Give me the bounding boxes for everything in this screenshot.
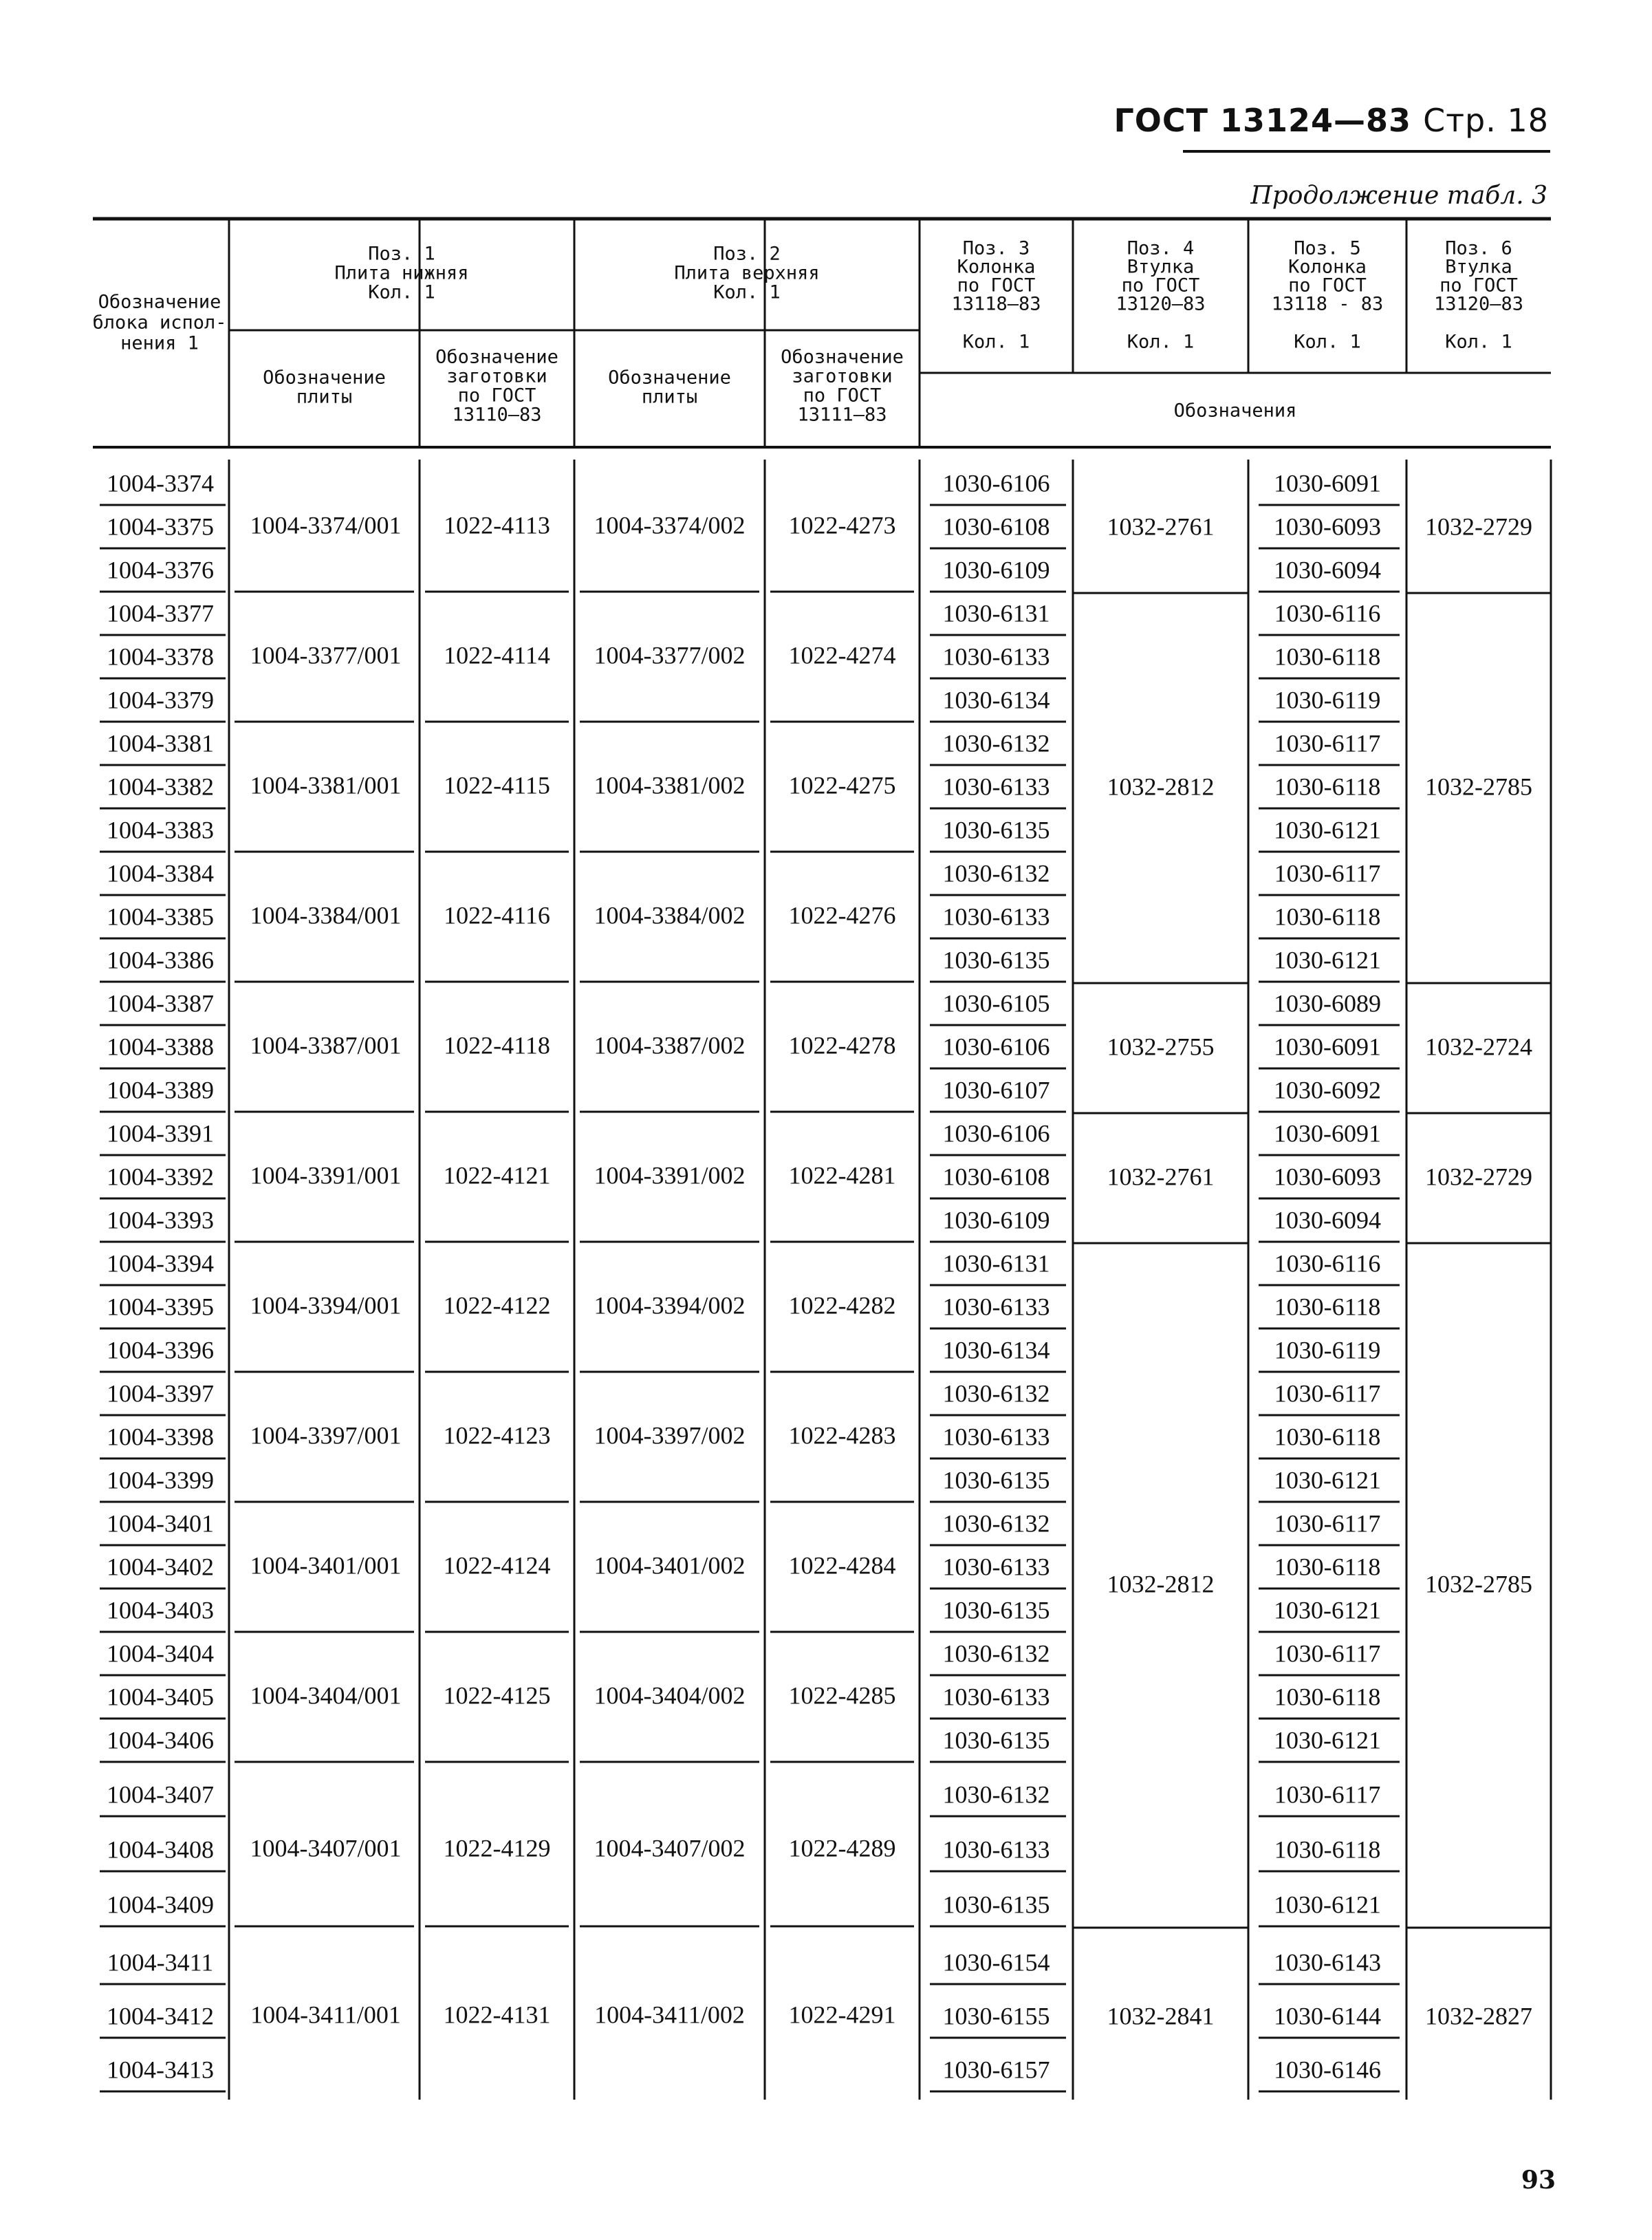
block-designation: 1004-3403 [107, 1596, 214, 1624]
column-3-designation: 1030-6134 [942, 1336, 1050, 1364]
column-3-designation: 1030-6133 [942, 1683, 1050, 1711]
column-6-designation: 1032-2785 [1425, 1570, 1532, 1598]
column-header: Обозначение [608, 367, 731, 389]
lower-plate-blank: 1022-4122 [443, 1291, 551, 1320]
column-header: Плита нижняя [334, 262, 469, 284]
column-6-designation: 1032-2724 [1425, 1033, 1532, 1061]
block-designation: 1004-3405 [107, 1683, 214, 1711]
column-5-designation: 1030-6118 [1274, 1835, 1381, 1864]
block-designation: 1004-3378 [107, 643, 214, 671]
column-header: Обозначение [263, 367, 386, 389]
column-3-designation: 1030-6135 [942, 946, 1050, 974]
column-5-designation: 1030-6118 [1274, 1293, 1381, 1321]
lower-plate-blank: 1022-4124 [443, 1551, 551, 1580]
lower-plate-designation: 1004-3377/001 [250, 641, 402, 669]
column-header: плиты [641, 386, 698, 408]
upper-plate-blank: 1022-4284 [788, 1551, 896, 1580]
lower-plate-designation: 1004-3387/001 [250, 1031, 402, 1059]
block-designation: 1004-3375 [107, 513, 214, 541]
column-5-designation: 1030-6144 [1274, 2002, 1381, 2030]
column-5-designation: 1030-6091 [1274, 469, 1381, 497]
table-continuation-label: Продолжение табл. 3 [1250, 182, 1547, 210]
lower-plate-designation: 1004-3384/001 [250, 901, 402, 929]
column-6-designation: 1032-2729 [1425, 1163, 1532, 1191]
column-3-designation: 1030-6106 [942, 1119, 1050, 1148]
column-5-designation: 1030-6117 [1274, 1509, 1381, 1538]
column-5-designation: 1030-6117 [1274, 729, 1381, 757]
column-5-designation: 1030-6121 [1274, 1891, 1381, 1919]
column-header: заготовки [446, 365, 547, 387]
column-5-designation: 1030-6118 [1274, 1553, 1381, 1581]
upper-plate-blank: 1022-4281 [788, 1161, 896, 1189]
column-header: Поз. 6 [1445, 237, 1512, 259]
column-5-designation: 1030-6091 [1274, 1119, 1381, 1148]
column-3-designation: 1030-6135 [942, 1891, 1050, 1919]
upper-plate-blank: 1022-4285 [788, 1681, 896, 1710]
column-header: по ГОСТ [803, 385, 882, 407]
column-header: Поз. 1 [368, 243, 435, 265]
column-3-designation: 1030-6132 [942, 1509, 1050, 1538]
lower-plate-blank: 1022-4131 [443, 2001, 551, 2029]
column-header: по ГОСТ [957, 274, 1036, 297]
column-5-designation: 1030-6121 [1274, 816, 1381, 844]
column-3-designation: 1030-6106 [942, 469, 1050, 497]
column-header: Поз. 3 [962, 237, 1030, 259]
column-5-designation: 1030-6121 [1274, 1726, 1381, 1754]
column-header: Втулка [1127, 256, 1195, 278]
column-header: блока испол- [92, 312, 227, 334]
gost-number: ГОСТ 13124—83 [1113, 102, 1412, 139]
column-3-designation: 1030-6135 [942, 1466, 1050, 1494]
block-designation: 1004-3393 [107, 1206, 214, 1234]
column-5-designation: 1030-6094 [1274, 556, 1381, 584]
column-5-designation: 1030-6118 [1274, 1683, 1381, 1711]
column-3-designation: 1030-6133 [942, 903, 1050, 931]
column-3-designation: 1030-6133 [942, 1553, 1050, 1581]
lower-plate-designation: 1004-3374/001 [250, 511, 402, 539]
column-3-designation: 1030-6154 [942, 1948, 1050, 1977]
column-header: Колонка [957, 256, 1036, 278]
block-designation: 1004-3402 [107, 1553, 214, 1581]
column-header: по ГОСТ [1439, 274, 1518, 297]
lower-plate-designation: 1004-3411/001 [250, 2001, 401, 2029]
block-designation: 1004-3383 [107, 816, 214, 844]
block-designation: 1004-3391 [107, 1119, 214, 1148]
block-designation: 1004-3389 [107, 1076, 214, 1104]
column-4-designation: 1032-2755 [1107, 1033, 1215, 1061]
upper-plate-blank: 1022-4276 [788, 901, 896, 929]
column-4-designation: 1032-2812 [1107, 773, 1215, 801]
column-5-designation: 1030-6118 [1274, 773, 1381, 801]
upper-plate-designation: 1004-3397/002 [594, 1421, 746, 1450]
upper-plate-designation: 1004-3411/002 [594, 2001, 745, 2029]
upper-plate-blank: 1022-4291 [788, 2001, 896, 2029]
upper-plate-designation: 1004-3401/002 [594, 1551, 746, 1580]
column-header: по ГОСТ [1121, 274, 1200, 297]
column-5-designation: 1030-6091 [1274, 1033, 1381, 1061]
lower-plate-blank: 1022-4113 [444, 511, 550, 539]
block-designation: 1004-3398 [107, 1423, 214, 1451]
block-designation: 1004-3381 [107, 729, 214, 757]
lower-plate-blank: 1022-4129 [443, 1834, 551, 1862]
column-5-designation: 1030-6119 [1274, 686, 1381, 714]
column-5-designation: 1030-6117 [1274, 859, 1381, 887]
column-3-designation: 1030-6108 [942, 513, 1050, 541]
column-header: 13120—83 [1116, 293, 1206, 315]
column-header: Втулка [1445, 256, 1512, 278]
column-3-designation: 1030-6131 [942, 599, 1050, 627]
column-5-designation: 1030-6118 [1274, 643, 1381, 671]
column-header: 13111—83 [797, 404, 887, 426]
column-header: 13118 - 83 [1271, 293, 1384, 315]
block-designation: 1004-3376 [107, 556, 214, 584]
column-3-designation: 1030-6133 [942, 643, 1050, 671]
column-5-designation: 1030-6093 [1274, 513, 1381, 541]
block-designation: 1004-3401 [107, 1509, 214, 1538]
block-designation: 1004-3404 [107, 1639, 214, 1668]
column-5-designation: 1030-6121 [1274, 946, 1381, 974]
column-header: по ГОСТ [1288, 274, 1367, 297]
column-3-designation: 1030-6135 [942, 1596, 1050, 1624]
block-designation: 1004-3409 [107, 1891, 214, 1919]
upper-plate-designation: 1004-3381/002 [594, 771, 746, 799]
block-designation: 1004-3386 [107, 946, 214, 974]
column-header: Поз. 4 [1127, 237, 1195, 259]
column-5-designation: 1030-6118 [1274, 903, 1381, 931]
column-5-designation: 1030-6117 [1274, 1639, 1381, 1668]
upper-plate-blank: 1022-4275 [788, 771, 896, 799]
lower-plate-designation: 1004-3404/001 [250, 1681, 402, 1710]
lower-plate-designation: 1004-3397/001 [250, 1421, 402, 1450]
column-4-designation: 1032-2841 [1107, 2002, 1215, 2030]
column-5-designation: 1030-6121 [1274, 1596, 1381, 1624]
lower-plate-blank: 1022-4114 [444, 641, 550, 669]
column-5-designation: 1030-6092 [1274, 1076, 1381, 1104]
column-header: заготовки [792, 365, 893, 387]
lower-plate-designation: 1004-3381/001 [250, 771, 402, 799]
column-3-designation: 1030-6105 [942, 989, 1050, 1017]
lower-plate-designation: 1004-3401/001 [250, 1551, 402, 1580]
block-designation: 1004-3387 [107, 989, 214, 1017]
column-3-designation: 1030-6131 [942, 1249, 1050, 1278]
column-3-designation: 1030-6109 [942, 1206, 1050, 1234]
column-header: Кол. 1 [1127, 331, 1195, 353]
block-designation: 1004-3413 [107, 2056, 214, 2084]
column-5-designation: 1030-6094 [1274, 1206, 1381, 1234]
block-designation: 1004-3379 [107, 686, 214, 714]
column-header: Поз. 5 [1294, 237, 1361, 259]
column-header: Кол. 1 [962, 331, 1030, 353]
column-header: плиты [296, 386, 353, 408]
column-6-designation: 1032-2729 [1425, 513, 1532, 541]
block-designation: 1004-3411 [107, 1948, 214, 1977]
block-designation: 1004-3396 [107, 1336, 214, 1364]
column-header: 13118—83 [951, 293, 1041, 315]
lower-plate-blank: 1022-4121 [443, 1161, 551, 1189]
upper-plate-designation: 1004-3374/002 [594, 511, 746, 539]
upper-plate-designation: 1004-3391/002 [594, 1161, 746, 1189]
upper-plate-designation: 1004-3404/002 [594, 1681, 746, 1710]
column-header: Кол. 1 [1294, 331, 1361, 353]
column-5-designation: 1030-6143 [1274, 1948, 1381, 1977]
column-header: Кол. 1 [368, 281, 435, 303]
column-header: Кол. 1 [713, 281, 781, 303]
column-3-designation: 1030-6135 [942, 816, 1050, 844]
upper-plate-blank: 1022-4273 [788, 511, 896, 539]
column-5-designation: 1030-6089 [1274, 989, 1381, 1017]
block-designation: 1004-3399 [107, 1466, 214, 1494]
upper-plate-designation: 1004-3387/002 [594, 1031, 746, 1059]
upper-plate-blank: 1022-4282 [788, 1291, 896, 1320]
page-number: 93 [1521, 2166, 1556, 2195]
column-3-designation: 1030-6155 [942, 2002, 1050, 2030]
column-5-designation: 1030-6117 [1274, 1379, 1381, 1408]
column-5-designation: 1030-6117 [1274, 1780, 1381, 1809]
column-header: 13120—83 [1433, 293, 1524, 315]
column-header: Плита верхняя [674, 262, 820, 284]
column-header: Обозначение [98, 291, 221, 313]
lower-plate-designation: 1004-3391/001 [250, 1161, 402, 1189]
column-4-designation: 1032-2812 [1107, 1570, 1215, 1598]
lower-plate-blank: 1022-4125 [443, 1681, 551, 1710]
block-designation: 1004-3394 [107, 1249, 214, 1278]
block-designation: 1004-3407 [107, 1780, 214, 1809]
block-designation: 1004-3374 [107, 469, 214, 497]
lower-plate-designation: 1004-3407/001 [250, 1834, 402, 1862]
column-3-designation: 1030-6132 [942, 1780, 1050, 1809]
upper-plate-blank: 1022-4289 [788, 1834, 896, 1862]
block-designation: 1004-3397 [107, 1379, 214, 1408]
upper-plate-designation: 1004-3377/002 [594, 641, 746, 669]
column-header: Обозначение [435, 346, 558, 368]
upper-plate-blank: 1022-4283 [788, 1421, 896, 1450]
block-designation: 1004-3385 [107, 903, 214, 931]
column-5-designation: 1030-6146 [1274, 2056, 1381, 2084]
column-5-designation: 1030-6118 [1274, 1423, 1381, 1451]
column-header: нения 1 [120, 332, 199, 354]
block-designation: 1004-3392 [107, 1163, 214, 1191]
column-6-designation: 1032-2827 [1425, 2002, 1532, 2030]
lower-plate-blank: 1022-4123 [443, 1421, 551, 1450]
column-3-designation: 1030-6133 [942, 1293, 1050, 1321]
page-label: Стр. 18 [1423, 102, 1549, 139]
upper-plate-designation: 1004-3384/002 [594, 901, 746, 929]
block-designation: 1004-3384 [107, 859, 214, 887]
column-5-designation: 1030-6116 [1274, 1249, 1381, 1278]
column-5-designation: 1030-6119 [1274, 1336, 1381, 1364]
column-5-designation: 1030-6121 [1274, 1466, 1381, 1494]
column-3-designation: 1030-6132 [942, 859, 1050, 887]
column-3-designation: 1030-6135 [942, 1726, 1050, 1754]
column-3-designation: 1030-6132 [942, 1639, 1050, 1668]
column-header: Колонка [1288, 256, 1367, 278]
column-4-designation: 1032-2761 [1107, 513, 1215, 541]
column-4-designation: 1032-2761 [1107, 1163, 1215, 1191]
column-5-designation: 1030-6093 [1274, 1163, 1381, 1191]
column-3-designation: 1030-6133 [942, 1423, 1050, 1451]
designations-label: Обозначения [1173, 400, 1297, 422]
upper-plate-designation: 1004-3407/002 [594, 1834, 746, 1862]
column-6-designation: 1032-2785 [1425, 773, 1532, 801]
block-designation: 1004-3412 [107, 2002, 214, 2030]
block-designation: 1004-3382 [107, 773, 214, 801]
column-3-designation: 1030-6133 [942, 773, 1050, 801]
block-designation: 1004-3406 [107, 1726, 214, 1754]
column-3-designation: 1030-6106 [942, 1033, 1050, 1061]
lower-plate-blank: 1022-4115 [444, 771, 550, 799]
lower-plate-blank: 1022-4118 [444, 1031, 550, 1059]
column-header: Кол. 1 [1445, 331, 1512, 353]
column-5-designation: 1030-6116 [1274, 599, 1381, 627]
column-3-designation: 1030-6134 [942, 686, 1050, 714]
lower-plate-blank: 1022-4116 [444, 901, 550, 929]
column-3-designation: 1030-6132 [942, 729, 1050, 757]
upper-plate-designation: 1004-3394/002 [594, 1291, 746, 1320]
column-3-designation: 1030-6157 [942, 2056, 1050, 2084]
lower-plate-designation: 1004-3394/001 [250, 1291, 402, 1320]
block-designation: 1004-3408 [107, 1835, 214, 1864]
column-header: Обозначение [781, 346, 904, 368]
column-3-designation: 1030-6108 [942, 1163, 1050, 1191]
block-designation: 1004-3395 [107, 1293, 214, 1321]
column-3-designation: 1030-6109 [942, 556, 1050, 584]
column-header: по ГОСТ [457, 385, 536, 407]
column-3-designation: 1030-6107 [942, 1076, 1050, 1104]
block-designation: 1004-3388 [107, 1033, 214, 1061]
column-header: Поз. 2 [713, 243, 781, 265]
upper-plate-blank: 1022-4278 [788, 1031, 896, 1059]
column-header: 13110—83 [452, 404, 542, 426]
column-3-designation: 1030-6132 [942, 1379, 1050, 1408]
block-designation: 1004-3377 [107, 599, 214, 627]
column-3-designation: 1030-6133 [942, 1835, 1050, 1864]
upper-plate-blank: 1022-4274 [788, 641, 896, 669]
